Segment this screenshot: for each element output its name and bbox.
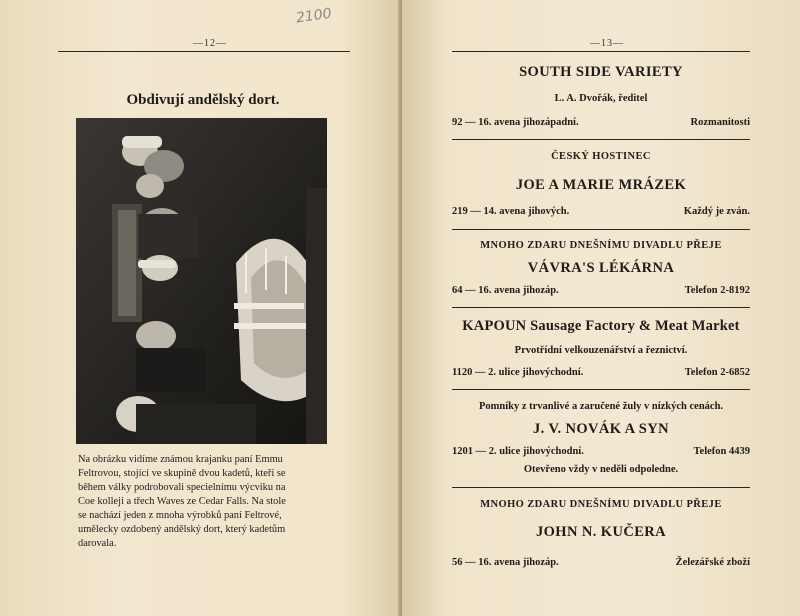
right-header-rule xyxy=(452,51,750,52)
photo-title: Obdivují andělský dort. xyxy=(126,92,280,108)
ad-address: 56 — 16. avena jihozáp. xyxy=(452,557,559,568)
caption-line: během války podrobovali specielnímu výcviku na xyxy=(78,482,286,493)
caption-line: umělecky ozdobený andělský dort, který kadetům xyxy=(78,524,286,535)
caption-line: Coe kolleji a třech Waves ze Cedar Falls. Na stole xyxy=(78,496,286,507)
ad-novak-header: Pomníky z trvanlivé a zaručené žuly v nízkých cenách. xyxy=(478,401,724,412)
photo-cadets-with-cake xyxy=(76,118,327,444)
ad-divider xyxy=(452,389,750,390)
ad-novak-row xyxy=(452,446,750,457)
ad-kapoun-subtitle: Prvotřídní velkouzenářství a řeznictví. xyxy=(514,345,688,356)
ad-kucera-row xyxy=(452,557,750,568)
ad-vavra-row xyxy=(452,285,750,296)
ad-divider xyxy=(452,229,750,230)
ad-address: 64 — 16. avena jihozáp. xyxy=(452,285,559,296)
left-header-rule xyxy=(58,51,350,52)
ad-detail: Rozmanitosti xyxy=(690,117,750,128)
caption-line: Na obrázku vidíme známou krajanku paní Emmu xyxy=(78,454,283,465)
ad-vavra-header: MNOHO ZDARU DNEŠNÍMU DIVADLU PŘEJE xyxy=(480,240,722,251)
ad-mrazek-row xyxy=(452,206,750,217)
ad-south-side-variety-subtitle: L. A. Dvořák, ředitel xyxy=(554,93,648,104)
ad-address: 1201 — 2. ulice jihovýchodní. xyxy=(452,446,584,457)
ad-address: 219 — 14. avena jihových. xyxy=(452,206,570,217)
ad-kapoun-row xyxy=(452,367,750,378)
right-page-number: —13— xyxy=(590,38,624,49)
ad-divider xyxy=(452,487,750,488)
photo-caption xyxy=(78,453,326,551)
caption-line: darovala. xyxy=(78,538,117,549)
ad-kucera-name: JOHN N. KUČERA xyxy=(535,524,667,540)
ad-novak-name: J. V. NOVÁK A SYN xyxy=(533,421,669,437)
pencil-note: 2100 xyxy=(295,5,333,27)
left-page-number: —12— xyxy=(193,38,227,49)
ad-detail: Každý je zván. xyxy=(683,206,750,217)
ad-vavra-name: VÁVRA'S LÉKÁRNA xyxy=(527,260,675,276)
ad-detail: Železářské zboží xyxy=(675,557,750,568)
ad-address: 92 — 16. avena jihozápadní. xyxy=(452,117,579,128)
ad-detail: Telefon 4439 xyxy=(693,446,750,457)
ad-novak-footer: Otevřeno vždy v neděli odpoledne. xyxy=(523,464,679,475)
ad-south-side-variety-name: SOUTH SIDE VARIETY xyxy=(519,64,683,80)
caption-line: Feltrovou, stojící ve skupině dvou kadetů, kteří se xyxy=(78,468,286,479)
ad-divider xyxy=(452,307,750,308)
ad-kapoun-name: KAPOUN Sausage Factory & Meat Market xyxy=(462,318,740,334)
ad-detail: Telefon 2-8192 xyxy=(684,285,750,296)
caption-line: se nachází jeden z mnoha výrobků paní Feltrové, xyxy=(78,510,282,521)
ad-mrazek-name: JOE A MARIE MRÁZEK xyxy=(515,177,687,193)
ad-south-side-variety-row xyxy=(452,117,750,128)
ad-detail: Telefon 2-6852 xyxy=(684,367,750,378)
ad-divider xyxy=(452,139,750,140)
ad-address: 1120 — 2. ulice jihovýchodní. xyxy=(452,367,584,378)
ad-kucera-header: MNOHO ZDARU DNEŠNÍMU DIVADLU PŘEJE xyxy=(480,499,722,510)
ad-hostinec-header: ČESKÝ HOSTINEC xyxy=(551,151,651,162)
